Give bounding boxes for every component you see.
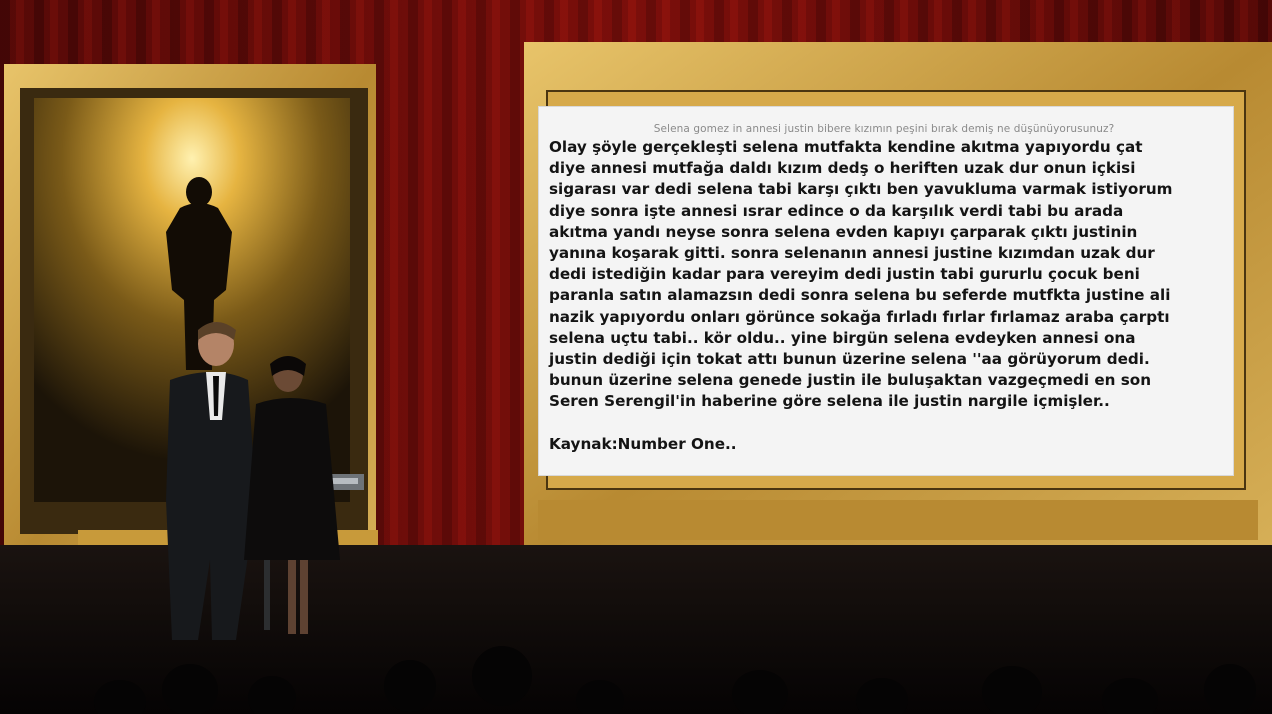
- story-line: yanına koşarak gitti. sonra selenanın annesi justine kızımdan uzak dur: [549, 244, 1155, 263]
- story-line: sigarası var dedi selena tabi karşı çıktı ben yavukluma varmak istiyorum: [549, 180, 1173, 199]
- post-question: Selena gomez in annesi justin bibere kızımın peşini bırak demiş ne düşünüyorusunuz?: [653, 123, 1115, 135]
- story-line: paranla satın alamazsın dedi sonra selena bu seferde mutfkta justine ali: [549, 286, 1171, 305]
- story-line: selena uçtu tabi.. kör oldu.. yine birgün selena evdeyken annesi ona: [549, 328, 1136, 347]
- story-line: bunun üzerine selena genede justin ile buluşaktan vazgeçmedi en son: [549, 371, 1152, 390]
- story-line: diye annesi mutfağa daldı kızım dedş o heriften uzak dur onun içkisi: [549, 159, 1136, 178]
- text-overlay-panel: [538, 106, 1234, 476]
- story-text: [549, 137, 1219, 413]
- story-line: nazik yapıyordu onları görünce sokağa fırladı fırlar fırlamaz araba çarptı: [549, 307, 1170, 326]
- story-line: justin dediği için tokat attı bunun üzerine selena ''aa görüyorum dedi.: [549, 350, 1150, 369]
- story-line: akıtma yandı neyse sonra selena evden kapıyı çarparak çıktı justinin: [549, 222, 1138, 241]
- story-line: diye sonra işte annesi ısrar edince o da karşılık verdi tabi bu arada: [549, 201, 1124, 220]
- story-line: Olay şöyle gerçekleşti selena mutfakta kendine akıtma yapıyordu çat: [549, 138, 1143, 156]
- story-line: dedi istediğin kadar para vereyim dedi justin tabi gururlu çocuk beni: [549, 265, 1140, 284]
- source-line: Kaynak:Number One..: [549, 434, 737, 453]
- story-line: Seren Serengil'in haberine göre selena ile justin nargile içmişler..: [549, 392, 1110, 411]
